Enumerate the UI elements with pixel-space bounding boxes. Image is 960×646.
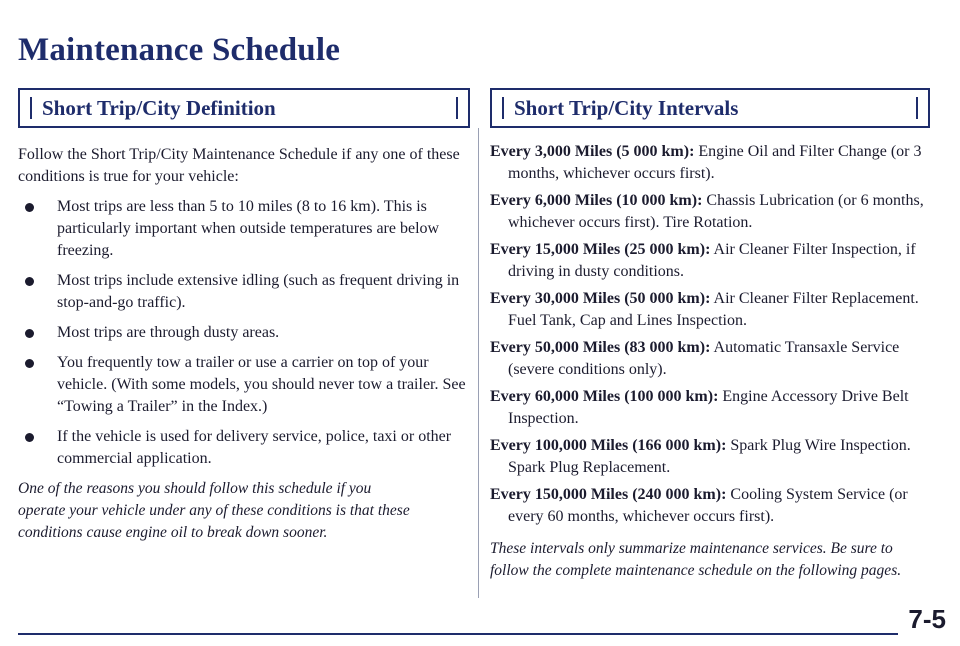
bullet-icon	[25, 433, 34, 442]
section-heading-box-intervals	[490, 88, 930, 128]
interval-item	[490, 141, 930, 185]
interval-label: Every 60,000 Miles (100 000 km):	[490, 388, 719, 405]
condition-text: If the vehicle is used for delivery service, police, taxi or other commercial application.	[57, 428, 452, 467]
bullet-icon	[25, 277, 34, 286]
condition-item	[18, 270, 470, 314]
interval-text: Cooling System Service (or every 60 months, whichever occurs first).	[508, 486, 908, 525]
right-column	[490, 88, 930, 582]
condition-item	[18, 352, 470, 418]
interval-item	[490, 190, 930, 234]
interval-text: Engine Oil and Filter Change (or 3 months, whichever occurs first).	[508, 143, 922, 182]
interval-label: Every 6,000 Miles (10 000 km):	[490, 192, 703, 209]
interval-item	[490, 239, 930, 283]
intervals-list	[490, 141, 930, 528]
interval-text: Air Cleaner Filter Replacement. Fuel Tank, Cap and Lines Inspection.	[508, 290, 919, 329]
bullet-icon	[25, 359, 34, 368]
interval-label: Every 50,000 Miles (83 000 km):	[490, 339, 711, 356]
italic-note-right: These intervals only summarize maintenance services. Be sure to follow the complete maintenance schedule on the following pages.	[490, 540, 902, 579]
interval-label: Every 100,000 Miles (166 000 km):	[490, 437, 727, 454]
interval-text: Engine Accessory Drive Belt Inspection.	[508, 388, 909, 427]
interval-item	[490, 337, 930, 381]
interval-text: Automatic Transaxle Service (severe conditions only).	[508, 339, 900, 378]
intro-paragraph: Follow the Short Trip/City Maintenance Schedule if any one of these conditions is true for your vehicle:	[18, 146, 460, 185]
interval-item	[490, 288, 930, 332]
condition-text: Most trips include extensive idling (such as frequent driving in stop-and-go traffic).	[57, 272, 460, 311]
section-title-intervals: Short Trip/City Intervals	[514, 95, 739, 120]
column-divider	[478, 128, 479, 598]
italic-note-left: One of the reasons you should follow this schedule if you operate your vehicle under any of these conditions is that these conditions cause engine oil to break down sooner.	[18, 480, 410, 541]
left-column	[18, 88, 470, 544]
conditions-list	[18, 196, 470, 470]
footer-rule	[18, 633, 898, 635]
condition-text: Most trips are less than 5 to 10 miles (8 to 16 km). This is particularly important when outside temperatures are below freezing.	[57, 198, 440, 259]
bullet-icon	[25, 203, 34, 212]
condition-text: You frequently tow a trailer or use a carrier on top of your vehicle. (With some models, you should never tow a trailer. See “Towing a Trailer” in the Index.)	[57, 354, 466, 415]
interval-item	[490, 435, 930, 479]
page-title: Maintenance Schedule	[18, 32, 341, 68]
interval-text: Spark Plug Wire Inspection. Spark Plug Replacement.	[508, 437, 911, 476]
interval-label: Every 150,000 Miles (240 000 km):	[490, 486, 727, 503]
interval-text: Chassis Lubrication (or 6 months, whichever occurs first). Tire Rotation.	[508, 192, 924, 231]
condition-item	[18, 196, 470, 262]
section-title-definition: Short Trip/City Definition	[42, 95, 276, 120]
condition-item	[18, 426, 470, 470]
bullet-icon	[25, 329, 34, 338]
interval-label: Every 30,000 Miles (50 000 km):	[490, 290, 711, 307]
interval-item	[490, 386, 930, 430]
interval-text: Air Cleaner Filter Inspection, if driving in dusty conditions.	[508, 241, 916, 280]
interval-label: Every 15,000 Miles (25 000 km):	[490, 241, 711, 258]
condition-text: Most trips are through dusty areas.	[57, 324, 280, 341]
condition-item	[18, 322, 470, 344]
interval-item	[490, 484, 930, 528]
section-heading-box-definition	[18, 88, 470, 128]
interval-label: Every 3,000 Miles (5 000 km):	[490, 143, 695, 160]
page-number: 7-5	[908, 604, 946, 634]
